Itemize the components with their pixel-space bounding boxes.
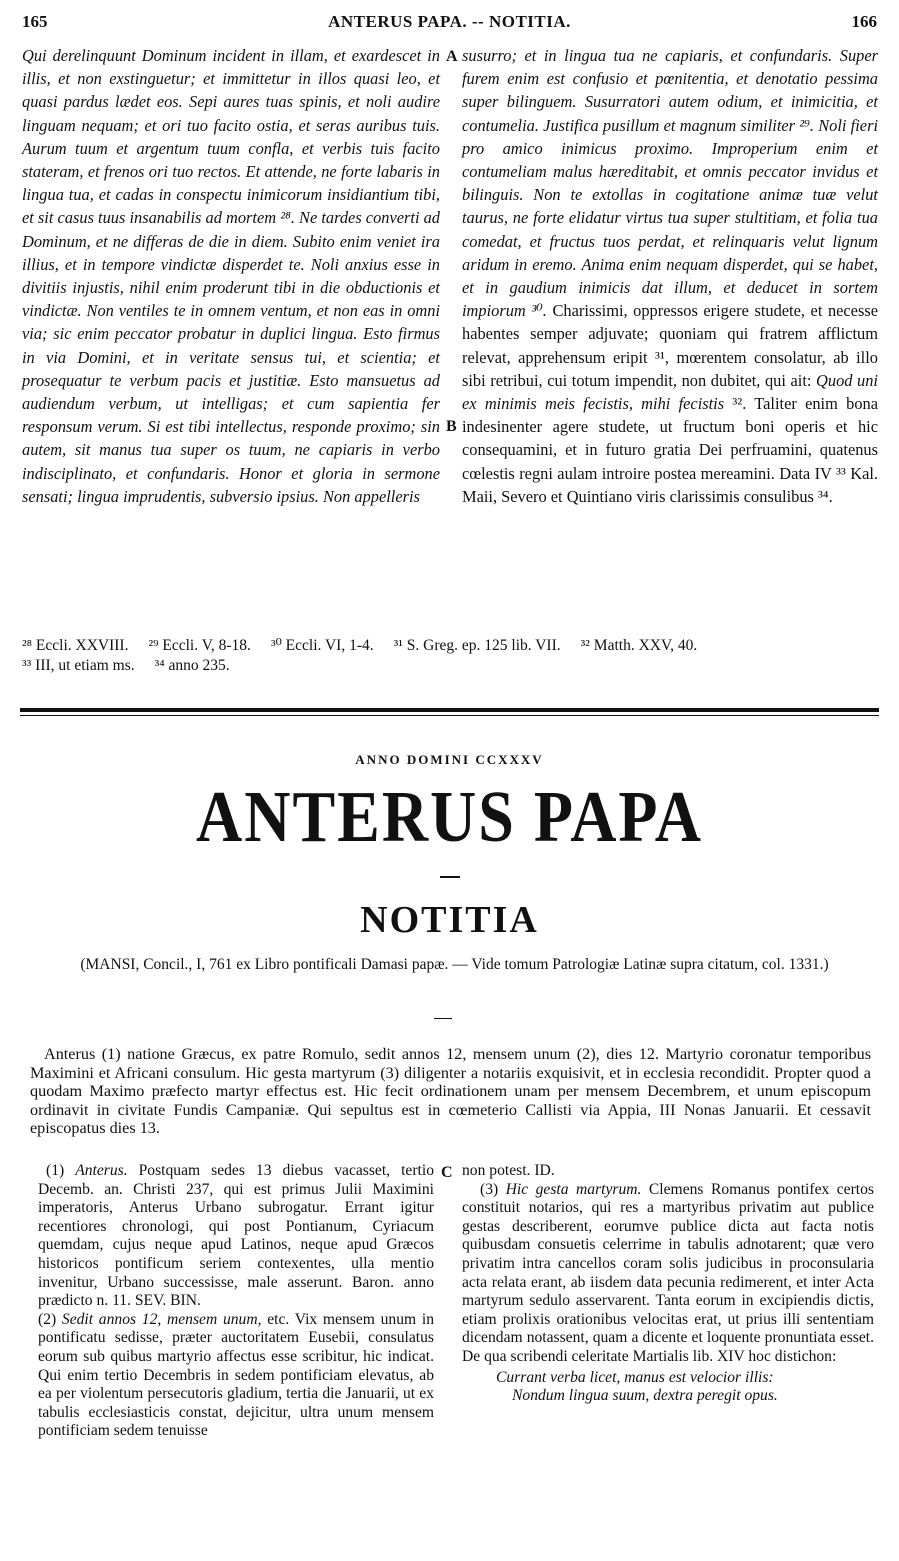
page-number-left: 165 xyxy=(22,12,48,31)
footnote: ³³ III, ut etiam ms. xyxy=(22,657,135,674)
top-right-italic-text: susurro; et in lingua tua ne capiaris, et confundaris. Super furem enim est confusio et pœnitentia, et denotatio pessima super bilinguem. Susurratori autem odium, et inimicitia, et contumelia. Justifica pusillum et magnum similiter ²⁹. Noli fieri pro amico inimicus proximo. Improperium enim et contumeliam malus hæreditabit, et omnis peccator invidus et bilinguis. Non te extollas in cogitatione animæ tuæ velut taurus, ne forte elidatur virtus tua super stultitiam, et folia tua comedat, et fructus tuos perdat, et relinquaris velut lignum aridum in eremo. Anima enim nequam disperdet, qui se habet, et in gaudium inimicis dat illum, et deducet in sortem impiorum ³⁰. xyxy=(462,46,878,321)
footnote: ²⁹ Eccli. V, 8-18. xyxy=(148,637,251,654)
note-number: (1) xyxy=(46,1162,76,1179)
note-text: etc. Vix mensem unum in pontificatu sedisse, præter auctoritatem Eusebii, consulatus eorum sub quibus martyrio affectus esse scribitur, hic indicat. Qui enim tertio Decembris in sedem pontificiam elevatus, ab ea per violentum persecutoris gladium, tertia die Januarii, ut ex tabulis ecclesiasticis constat, dejicitur, ultra unum mensem pontificiam sedem tenuisse xyxy=(38,1310,434,1440)
footnote: ²⁸ Eccli. XXVIII. xyxy=(22,637,129,654)
footnote: ³⁰ Eccli. VI, 1-4. xyxy=(270,637,374,654)
margin-letter-a: A xyxy=(446,48,458,65)
note-number: (2) xyxy=(38,1310,62,1328)
title-dash xyxy=(440,876,460,878)
section-rule-thin xyxy=(20,715,879,716)
distich xyxy=(462,1369,874,1406)
note-text: Clemens Romanus pontifex certos constituit notarios, qui res a martyribus privatim aut publice gestas describerent, eorumve publice dicta aut facta notis quibusdam consuetis celerrime in tabulis adnotarent; quæ vero privatim intra cancellos coram solis judicibus in proconsularia acta relata erant, ab iisdem data pecunia redimerent, et inter Acta martyrum sedulo asservarent. Tanta eorum in excipiendis dictis, etiam prolixis orationibus velocitas erat, ut prius illi sententiam dicendam notassent, quam a dicente et loquente pronuntiata esset. De qua scribendi celeritate Martialis lib. XIV hoc distichon: xyxy=(462,1180,874,1365)
anno-domini: ANNO DOMINI CCXXXV xyxy=(355,752,544,767)
section-title: ANTERUS PAPA xyxy=(196,775,703,858)
footnote: ³¹ S. Greg. ep. 125 lib. VII. xyxy=(393,637,561,654)
note-continuation: non potest. ID. xyxy=(462,1162,555,1179)
notes-left-column xyxy=(38,1162,434,1441)
top-right-column xyxy=(462,44,878,508)
top-footnotes xyxy=(22,636,879,676)
note-number: (3) xyxy=(480,1180,506,1198)
notitia-text: Anterus (1) natione Græcus, ex patre Romulo, sedit annos 12, mensem unum (2), dies 12. Martyrio coronatur temporibus Maximini et Africani consulum. Hic gesta martyrum (3) diligenter a notariis exquisivit, et in ecclesia recondidit. Propter quod a quodam Maximo præfecto martyr effectus est. Hic fecit ordinationem unam per mensem Decembrem, et unum episcopum ordinavit in civitate Fundis Campaniæ. Qui sepultus est in cœmeterio Callisti via Appia, III Nonas Januarii. Et cessavit episcopatus dies 13. xyxy=(30,1045,871,1138)
verse-line: Nondum lingua suum, dextra peregit opus. xyxy=(512,1387,778,1405)
section-subtitle: NOTITIA xyxy=(360,899,539,941)
top-left-text: Qui derelinquunt Dominum incident in illam, et exardescet in illis, et non exstinguetur; et immittetur in illos quasi leo, et quasi pardus lædet eos. Sepi aures tuas spinis, et noli audire linguam nequam; et ori tuo facito ostia, et seras auribus tuis. Aurum tuum et argentum tuum confla, et verbis tuis facito stateram, et frenos ori tuo rectos. Et attende, ne forte labaris in lingua tua, et cadas in conspectu inimicorum insidiantium tibi, et sit casus tuus insanabilis ad mortem ²⁸. Ne tardes converti ad Dominum, et ne differas de die in diem. Subito enim veniet ira illius, et in tempore vindictæ disperdet te. Noli anxius esse in divitiis injustis, nihil enim proderunt tibi in die obductionis et vindictæ. Non ventiles te in omnem ventum, et non eas in omni via; sic enim peccator probatur in duplici lingua. Esto firmus in via Domini, et in veritate sensus tui, et scientia; et prosequatur te verbum pacis et justitiæ. Esto mansuetus ad audiendum verbum, ut intelligas; et cum sapientia fer responsum verum. Si est tibi intellectus, responde proximo; sin autem, sit manus tua super os tuum, ne capiaris in verbo indisciplinato, et confundaris. Honor et gloria in sermone sensati; lingua imprudentis, subversio ipsius. Non appelleris xyxy=(22,46,440,506)
verse-line: Currant verba licet, manus est velocior illis: xyxy=(496,1368,774,1386)
footnote: ³⁴ anno 235. xyxy=(154,657,230,674)
note-lemma: Anterus. xyxy=(75,1162,128,1179)
note-lemma: Hic gesta martyrum. xyxy=(505,1180,642,1198)
note-text: Postquam sedes 13 diebus vacasset, tertio Decemb. an. Christi 237, qui est primus Julii Maximini imperatoris, Anterus Urbano subrogatur. Errant igitur recentiores chronologi, qui post Pontianum, Cyriacum quemdam, cujus neque apud Latinos, neque apud Græcos historicos pontificum seriem contexentes, ulla mentio invenitur, Urbano successisse, male asserunt. Baron. anno prædicto n. 11. SEV. BIN. xyxy=(38,1162,434,1310)
top-right-text-2: ³². Taliter enim bona indesinenter agere studete, ut fructum boni operis et hic consequamini, et in futuro gratia Dei perfruamini, quatenus cœlestis regni aulam introire postea mereamini. Data IV ³³ Kal. Maii, Severo et Quintiano viris clarissimis consulibus ³⁴. xyxy=(462,394,878,506)
margin-letter-b: B xyxy=(446,418,457,435)
scripture-quote: Quod uni ex minimis meis fecistis, mihi fecistis xyxy=(462,370,878,414)
page-number-right: 166 xyxy=(851,12,877,31)
source-note: (MANSI, Concil., I, 761 ex Libro pontificali Damasi papæ. — Vide tomum Patrologiæ Latinæ supra citatum, col. 1331.) xyxy=(80,956,829,973)
running-title: ANTERUS PAPA. -- NOTITIA. xyxy=(328,12,571,31)
section-rule-thick xyxy=(20,708,879,712)
running-header xyxy=(22,12,877,36)
notes-right-column xyxy=(462,1162,874,1406)
top-right-text-1: Charissimi, oppressos erigere studete, et necesse habentes semper adjuvate; quoniam qui fratrem afflictum relevat, apprehensum eripit ³¹, mœrentem consolatur, ab illo sibi retribui, cui totum impendit, non dubitet, qui ait: xyxy=(462,301,878,390)
top-left-column xyxy=(22,44,440,508)
footnote: ³² Matth. XXV, 40. xyxy=(580,637,698,654)
source-dash xyxy=(434,1018,452,1019)
margin-letter-c: C xyxy=(441,1164,453,1181)
note-lemma: Sedit annos 12, mensem unum, xyxy=(61,1310,262,1328)
